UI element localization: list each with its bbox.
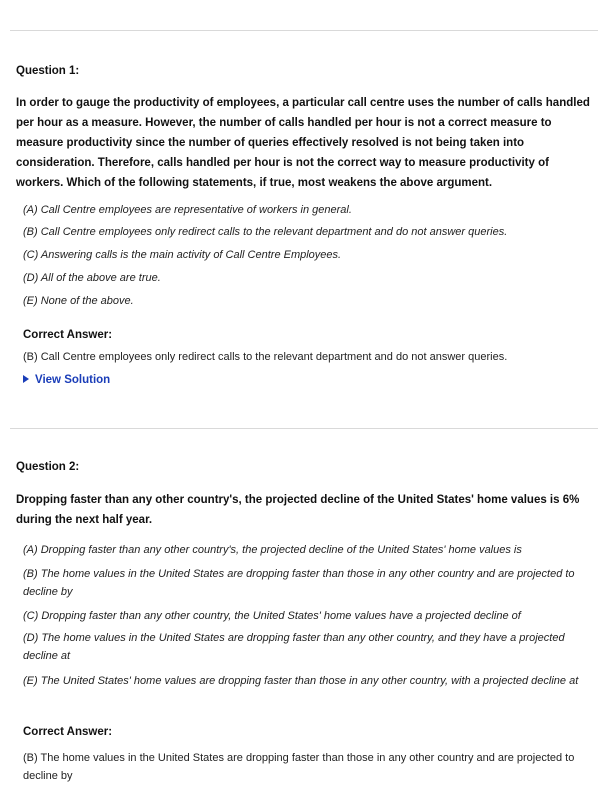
question-2-option-d: (D) The home values in the United States are dropping faster than any other country, and they have a projected decline at — [23, 632, 565, 662]
question-1-correct-answer: (B) Call Centre employees only redirect calls to the relevant department and do not answer queries. — [23, 351, 508, 363]
question-2-label: Question 2: — [16, 461, 80, 473]
question-2-option-c: (C) Dropping faster than any other country, the United States' home values have a projected decline of — [23, 610, 521, 622]
question-1-correct-answer-label: Correct Answer: — [23, 329, 113, 341]
top-divider — [10, 30, 598, 31]
view-solution-button[interactable] — [23, 374, 110, 386]
question-2-correct-answer: (B) The home values in the United States are dropping faster than those in any other country and are projected to decline by — [23, 752, 575, 782]
question-1-option-e: (E) None of the above. — [23, 295, 134, 307]
question-2-option-e: (E) The United States' home values are dropping faster than those in any other country, with a projected decline at — [23, 675, 579, 687]
question-2-option-a: (A) Dropping faster than any other country's, the projected decline of the United States' home values is — [23, 544, 522, 556]
question-2-option-b: (B) The home values in the United States are dropping faster than those in any other country and are projected to decline by — [23, 568, 575, 598]
question-1-label: Question 1: — [16, 65, 80, 77]
question-2-stem: Dropping faster than any other country's, the projected decline of the United States' home values is 6% during the next half year. — [16, 494, 580, 526]
question-1-stem: In order to gauge the productivity of employees, a particular call centre uses the number of calls handled per hour as a measure. However, the number of calls handled per hour is not a correct measure to measure productivity since the number of queries effectively resolved is not being taken into consideration. Therefore, calls handled per hour is not the correct way to measure productivity of workers. Which of the following statements, if true, most weakens the above argument. — [16, 97, 590, 189]
view-solution-label: View Solution — [35, 374, 111, 386]
section-divider — [10, 428, 598, 429]
question-1-option-d: (D) All of the above are true. — [23, 272, 161, 284]
question-2-correct-answer-label: Correct Answer: — [23, 726, 113, 738]
disclosure-triangle-icon — [23, 375, 29, 383]
question-1-option-a: (A) Call Centre employees are representative of workers in general. — [23, 204, 352, 216]
question-1-option-b: (B) Call Centre employees only redirect calls to the relevant department and do not answer queries. — [23, 226, 508, 238]
question-1-option-c: (C) Answering calls is the main activity of Call Centre Employees. — [23, 249, 342, 261]
